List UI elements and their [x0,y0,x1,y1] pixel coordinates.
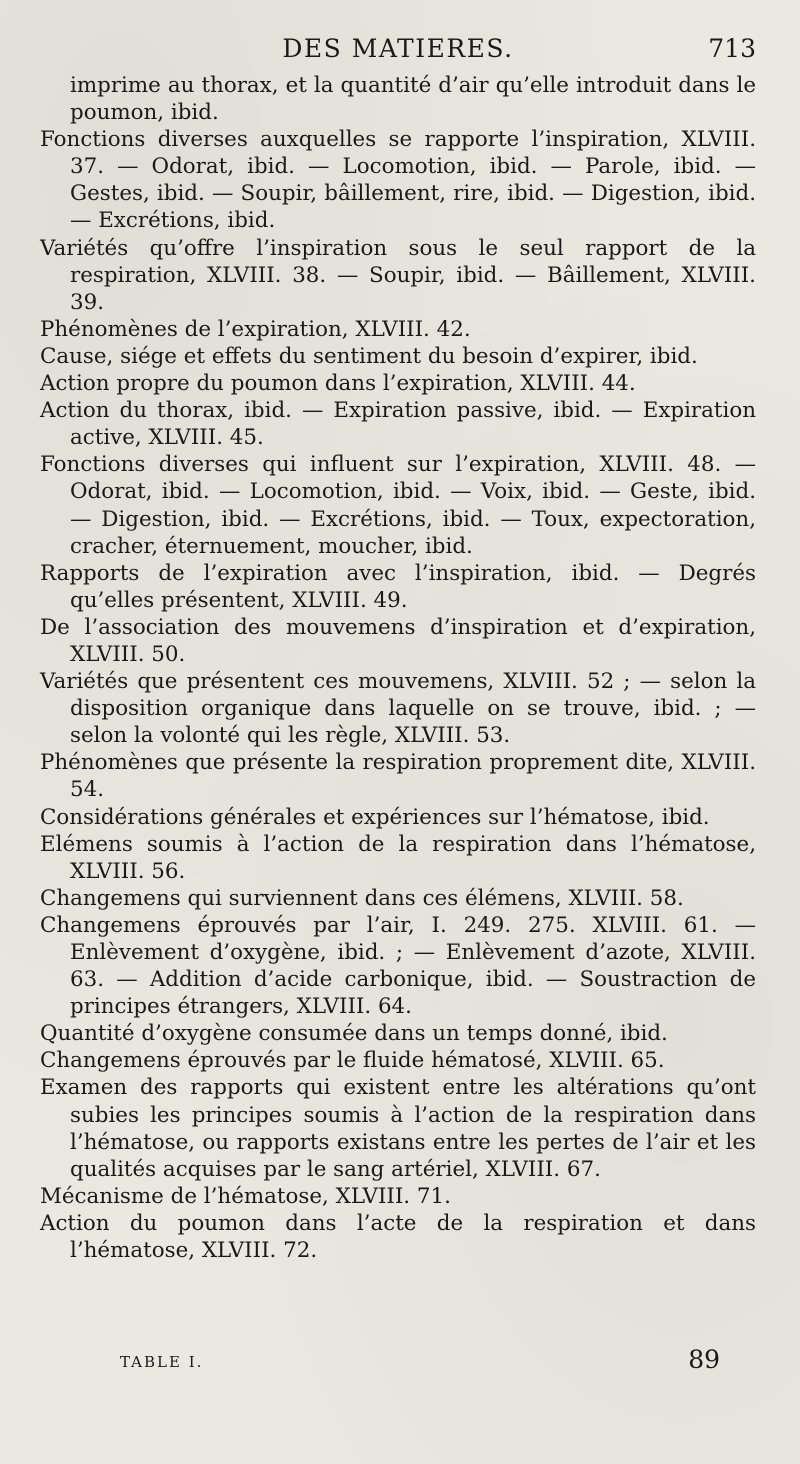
index-entry: Changemens qui surviennent dans ces élémens, XLVIII. 58. [40,885,684,911]
index-entry: Mécanisme de l’hématose, XLVIII. 71. [40,1183,451,1209]
index-entry: Action du thorax, ibid. — Expiration passive, ibid. — Expiration active, XLVIII. 45. [40,398,756,451]
page-footer [120,1345,720,1385]
index-entry: imprime au thorax, et la quantité d’air qu’elle introduit dans le poumon, ibid. [70,73,756,126]
index-entry: Variétés qu’offre l’inspiration sous le seul rapport de la respiration, XLVIII. 38. — Soupir, ibid. — Bâillement, XLVIII. 39. [40,235,756,315]
index-entry: Cause, siége et effets du sentiment du besoin d’expirer, ibid. [40,343,698,369]
index-entry: De l’association des mouvemens d’inspiration et d’expiration, XLVIII. 50. [40,614,756,667]
index-entry: Changemens éprouvés par l’air, I. 249. 275. XLVIII. 61. — Enlèvement d’oxygène, ibid. ; — Enlèvement d’azote, XLVIII. 63. — Addition d’acide carbonique, ibid. — Soustraction de principes étrangers, XLVIII. 64. [40,912,756,1020]
index-entries [40,72,756,1264]
index-entry: Fonctions diverses qui influent sur l’expiration, XLVIII. 48. — Odorat, ibid. — Locomotion, ibid. — Voix, ibid. — Geste, ibid. — Digestion, ibid. — Excrétions, ibid. — Toux, expectoration, cracher, éternuement, moucher, ibid. [40,452,756,559]
index-entry: Phénomènes de l’expiration, XLVIII. 42. [40,316,471,342]
index-entry: Fonctions diverses auxquelles se rapporte l’inspiration, XLVIII. 37. — Odorat, ibid. — Locomotion, ibid. — Parole, ibid. — Gestes, ibid. — Soupir, bâillement, rire, ibid. — Digestion, ibid. — Excrétions, ibid. [40,127,756,234]
index-entry: Variétés que présentent ces mouvemens, XLVIII. 52 ; — selon la disposition organique dans laquelle on se trouve, ibid. ; — selon la volonté qui les règle, XLVIII. 53. [40,669,756,749]
running-head: DES MATIERES. [282,34,514,63]
signature-mark: TABLE I. [120,1353,204,1371]
page-number: 713 [708,34,756,63]
index-entry: Action du poumon dans l’acte de la respiration et dans l’hématose, XLVIII. 72. [40,1210,756,1264]
page-header [40,30,756,70]
index-entry: Rapports de l’expiration avec l’inspiration, ibid. — Degrés qu’elles présentent, XLVIII. 49. [40,560,756,613]
index-entry: Examen des rapports qui existent entre les altérations qu’ont subies les principes soumis à l’action de la respiration dans l’hématose, ou rapports existans entre les pertes de l’air et les qualités acquises par le sang artériel, XLVIII. 67. [40,1075,756,1182]
index-entry: Quantité d’oxygène consumée dans un temps donné, ibid. [40,1021,668,1047]
index-entry: Phénomènes que présente la respiration proprement dite, XLVIII. 54. [40,750,756,803]
index-entry: Changemens éprouvés par le fluide hématosé, XLVIII. 65. [40,1048,665,1074]
index-entry: Elémens soumis à l’action de la respiration dans l’hématose, XLVIII. 56. [40,831,756,884]
index-entry: Considérations générales et expériences sur l’hématose, ibid. [40,804,710,830]
index-entry: Action propre du poumon dans l’expiration, XLVIII. 44. [40,371,636,397]
sheet-number: 89 [688,1345,720,1374]
